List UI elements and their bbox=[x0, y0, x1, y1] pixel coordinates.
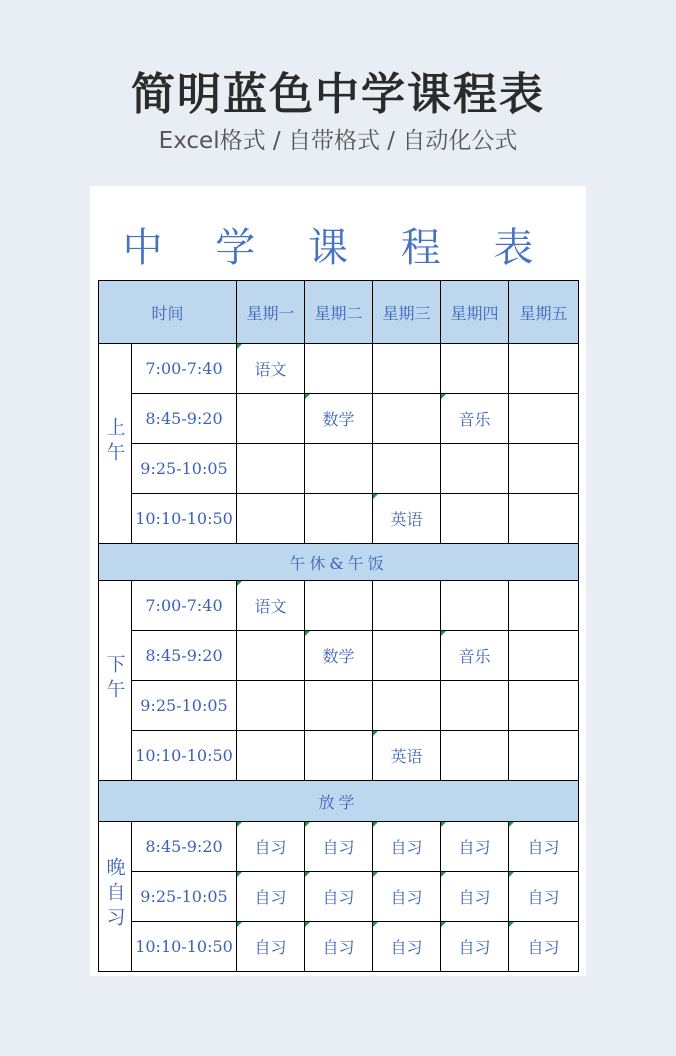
dismiss-band-row bbox=[99, 781, 579, 822]
class-cell bbox=[305, 581, 373, 631]
time-cell: 7:00-7:40 bbox=[132, 581, 237, 631]
table-row bbox=[99, 444, 579, 494]
page-title: 简明蓝色中学课程表 bbox=[131, 69, 545, 120]
class-cell bbox=[373, 344, 441, 394]
lunch-band: 午休&午饭 bbox=[99, 544, 579, 581]
table-row bbox=[99, 394, 579, 444]
class-cell: 自习 bbox=[441, 872, 509, 922]
class-cell: 自习 bbox=[305, 872, 373, 922]
class-cell bbox=[509, 444, 579, 494]
page-subtitle: Excel格式 / 自带格式 / 自动化公式 bbox=[158, 128, 518, 154]
lunch-band-row bbox=[99, 544, 579, 581]
class-cell bbox=[441, 494, 509, 544]
day-header: 星期三 bbox=[373, 281, 441, 344]
session-label: 上午 bbox=[99, 344, 132, 544]
class-cell: 自习 bbox=[441, 822, 509, 872]
class-cell bbox=[373, 581, 441, 631]
class-cell: 自习 bbox=[373, 872, 441, 922]
class-cell bbox=[509, 631, 579, 681]
class-cell bbox=[441, 681, 509, 731]
table-row bbox=[99, 731, 579, 781]
class-cell: 自习 bbox=[305, 822, 373, 872]
time-cell: 8:45-9:20 bbox=[132, 631, 237, 681]
class-cell: 语文 bbox=[237, 581, 305, 631]
class-cell bbox=[305, 344, 373, 394]
time-header: 时间 bbox=[99, 281, 237, 344]
time-cell: 10:10-10:50 bbox=[132, 494, 237, 544]
table-row bbox=[99, 822, 579, 872]
table-row bbox=[99, 631, 579, 681]
class-cell bbox=[305, 681, 373, 731]
class-cell bbox=[373, 681, 441, 731]
class-cell bbox=[237, 494, 305, 544]
class-cell bbox=[441, 344, 509, 394]
class-cell bbox=[237, 631, 305, 681]
class-cell bbox=[373, 631, 441, 681]
class-cell bbox=[509, 494, 579, 544]
class-cell: 自习 bbox=[237, 822, 305, 872]
class-cell bbox=[441, 444, 509, 494]
class-cell: 自习 bbox=[509, 822, 579, 872]
time-cell: 7:00-7:40 bbox=[132, 344, 237, 394]
class-cell: 自习 bbox=[373, 822, 441, 872]
class-cell: 自习 bbox=[509, 872, 579, 922]
time-cell: 10:10-10:50 bbox=[132, 731, 237, 781]
class-cell bbox=[509, 681, 579, 731]
class-cell bbox=[441, 731, 509, 781]
class-cell: 自习 bbox=[441, 922, 509, 972]
class-cell bbox=[509, 394, 579, 444]
time-cell: 9:25-10:05 bbox=[132, 681, 237, 731]
day-header: 星期二 bbox=[305, 281, 373, 344]
spreadsheet-preview bbox=[90, 186, 586, 976]
class-cell bbox=[237, 394, 305, 444]
class-cell bbox=[305, 444, 373, 494]
class-cell: 音乐 bbox=[441, 631, 509, 681]
schedule-table bbox=[98, 280, 579, 972]
time-cell: 9:25-10:05 bbox=[132, 444, 237, 494]
class-cell: 自习 bbox=[305, 922, 373, 972]
table-row bbox=[99, 872, 579, 922]
table-row bbox=[99, 494, 579, 544]
class-cell: 自习 bbox=[373, 922, 441, 972]
day-header: 星期四 bbox=[441, 281, 509, 344]
dismiss-band: 放学 bbox=[99, 781, 579, 822]
table-row bbox=[99, 344, 579, 394]
class-cell: 数学 bbox=[305, 394, 373, 444]
session-label: 晚自习 bbox=[99, 822, 132, 972]
class-cell bbox=[509, 581, 579, 631]
class-cell bbox=[441, 581, 509, 631]
class-cell bbox=[373, 394, 441, 444]
class-cell: 自习 bbox=[237, 872, 305, 922]
class-cell bbox=[237, 444, 305, 494]
class-cell: 英语 bbox=[373, 731, 441, 781]
table-row bbox=[99, 581, 579, 631]
day-header: 星期一 bbox=[237, 281, 305, 344]
class-cell: 自习 bbox=[509, 922, 579, 972]
class-cell: 数学 bbox=[305, 631, 373, 681]
sheet-title: 中 学 课 程 表 bbox=[122, 225, 554, 271]
session-label: 下午 bbox=[99, 581, 132, 781]
class-cell: 音乐 bbox=[441, 394, 509, 444]
class-cell bbox=[509, 344, 579, 394]
table-row bbox=[99, 922, 579, 972]
class-cell bbox=[305, 731, 373, 781]
class-cell bbox=[237, 731, 305, 781]
table-row bbox=[99, 681, 579, 731]
class-cell: 英语 bbox=[373, 494, 441, 544]
class-cell: 语文 bbox=[237, 344, 305, 394]
class-cell bbox=[305, 494, 373, 544]
header-row bbox=[99, 281, 579, 344]
class-cell bbox=[509, 731, 579, 781]
time-cell: 9:25-10:05 bbox=[132, 872, 237, 922]
class-cell: 自习 bbox=[237, 922, 305, 972]
class-cell bbox=[373, 444, 441, 494]
time-cell: 8:45-9:20 bbox=[132, 822, 237, 872]
class-cell bbox=[237, 681, 305, 731]
day-header: 星期五 bbox=[509, 281, 579, 344]
time-cell: 8:45-9:20 bbox=[132, 394, 237, 444]
time-cell: 10:10-10:50 bbox=[132, 922, 237, 972]
